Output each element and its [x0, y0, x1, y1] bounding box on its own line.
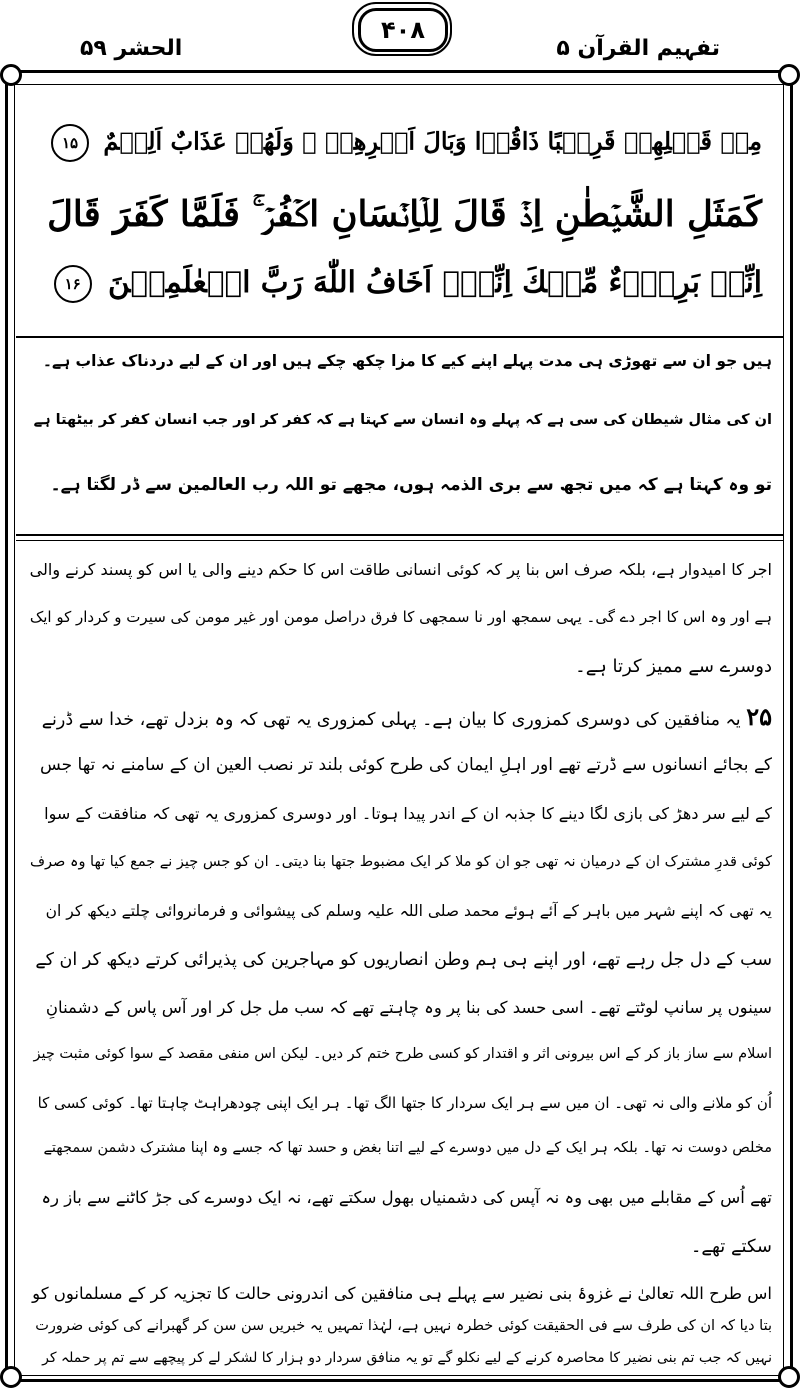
verse-text: اِنِّىۡ بَرِىۡٓءٌ مِّنۡكَ اِنِّىۡۤ اَخَافُ اللّٰهَ رَبَّ الۡعٰلَمِيۡنَ: [107, 264, 762, 299]
commentary-line: اس طرح اللہ تعالیٰ نے غزوۂ بنی نضیر سے پہلے ہی منافقین کی اندرونی حالت کا تجزیہ کر کے مسلمانوں کو: [32, 1284, 772, 1303]
commentary-line: تھے اُس کے مقابلے میں بھی وہ نہ آپس کی دشمنیاں بھول سکتے تھے، نہ ایک دوسرے کی جڑ کاٹنے سے باز رہ: [41, 1188, 772, 1207]
book-title: تفہیم القرآن ۵: [556, 36, 720, 61]
commentary-line: مخلص دوست نہ تھا۔ بلکہ ہر ایک کے دل میں دوسرے کے لیے اتنا بغض و حسد تھا کہ جسے وہ اپنا مشترک دشمن سمجھتے: [43, 1140, 772, 1156]
frame-corner-ornament: [0, 64, 22, 86]
commentary-line: سکتے تھے۔: [690, 1236, 772, 1257]
commentary-line: اُن کو ملانے والی نہ تھی۔ ان میں سے ہر ایک سردار کا جتھا الگ تھا۔ ہر ایک اپنی چودھراہٹ چاہتا تھا۔ کوئی کسی کا: [37, 1094, 772, 1112]
commentary-line: سب کے دل جل رہے تھے، اور اپنے ہی ہم وطن انصاریوں کو مہاجرین کی پذیرائی کرتے دیکھ کر ان کے: [35, 950, 772, 970]
verse-text: مِنۡ قَبۡلِهِمۡ قَرِيۡبًا ذَاقُوۡا وَبَالَ اَمۡرِهِمۡ‌ ۚ وَلَهُمۡ عَذَابٌ اَلِيۡمٌ: [103, 126, 762, 156]
commentary-line: اجر کا امیدوار ہے، بلکہ صرف اس بنا پر کہ کوئی انسانی طاقت اس کا حکم دینے والی یا اس کو پسند کرنے والی: [29, 560, 772, 579]
section-divider: [16, 336, 784, 338]
translation-line: ہیں جو ان سے تھوڑی ہی مدت پہلے اپنے کیے کا مزا چکھ چکے ہیں اور ان کے لیے دردناک عذاب ہے۔: [42, 352, 772, 370]
ayah-number-marker: ۱۶: [54, 265, 92, 303]
frame-corner-ornament: [0, 1366, 22, 1388]
arabic-verse-line: [40, 264, 762, 303]
commentary-line: سینوں پر سانپ لوٹتے تھے۔ اسی حسد کی بنا پر وہ چاہتے تھے کہ سب مل جل کر اور آس پاس کے دشمنانِ: [45, 998, 772, 1017]
frame-corner-ornament: [778, 1366, 800, 1388]
commentary-line: یہ تھی کہ اپنے شہر میں باہر کے آئے ہوئے محمد صلی اللہ علیہ وسلم کی پیشوائی و فرمانروائی چلتے دیکھ کر ان: [45, 902, 772, 920]
footnote-number: ۲۵: [746, 702, 772, 731]
commentary-text: یہ منافقین کی دوسری کمزوری کا بیان ہے۔ پہلی کمزوری یہ تھی کہ وہ بزدل تھے، خدا سے ڈرنے: [41, 710, 741, 730]
arabic-verse-line: [40, 194, 762, 236]
translation-line: تو وہ کہتا ہے کہ میں تجھ سے بری الذمہ ہوں، مجھے تو اللہ رب العالمین سے ڈر لگتا ہے۔: [50, 475, 772, 495]
commentary-line: دوسرے سے ممیز کرتا ہے۔: [575, 656, 772, 677]
commentary-line: [30, 702, 772, 731]
arabic-verse-line: [40, 124, 762, 162]
page-number: ۴۰۸: [358, 8, 448, 52]
commentary-line: نہیں کہ جب تم بنی نضیر کا محاصرہ کرنے کے لیے نکلو گے تو یہ منافق سردار دو ہزار کا لشکر لے کر پیچھے سے تم پر حملہ کر: [42, 1350, 772, 1366]
section-divider: [16, 534, 784, 536]
section-divider: [16, 540, 784, 541]
ayah-number-marker: ۱۵: [51, 124, 89, 162]
commentary-line: بتا دیا کہ ان کی طرف سے فی الحقیقت کوئی خطرہ نہیں ہے، لہٰذا تمہیں یہ خبریں سن سن کر گھبرانے کی کوئی ضرورت: [35, 1318, 772, 1334]
commentary-line: کے لیے سر دھڑ کی بازی لگا دینے کا جذبہ ان کے اندر پیدا ہوتا۔ اور دوسری کمزوری یہ تھی کہ منافقت کے سوا: [44, 804, 772, 823]
commentary-line: ہے اور وہ اس کا اجر دے گی۔ یہی سمجھ اور نا سمجھی کا فرق دراصل مومن اور غیر مومن کی سیرت و کردار کو ایک: [29, 608, 772, 626]
frame-corner-ornament: [778, 64, 800, 86]
commentary-line: کوئی قدرِ مشترک ان کے درمیان نہ تھی جو ان کو ملا کر ایک مضبوط جتھا بنا دیتی۔ ان کو جس چیز نے جمع کیا تھا وہ صرف: [30, 854, 772, 870]
commentary-line: کے بجائے انسانوں سے ڈرتے تھے اور اہلِ ایمان کی طرح کوئی بلند تر نصب العین ان کے سامنے نہ تھا جس: [39, 755, 772, 775]
commentary-line: اسلام سے ساز باز کر کے اس بیرونی اثر و اقتدار کو کسی طرح ختم کر دیں۔ لیکن اس منفی مقصد کے سوا کوئی مثبت چیز: [33, 1046, 772, 1062]
translation-line: ان کی مثال شیطان کی سی ہے کہ پہلے وہ انسان سے کہتا ہے کہ کفر کر اور جب انسان کفر کر بیٹھتا ہے: [33, 412, 772, 428]
verse-text: كَمَثَلِ الشَّيۡطٰنِ اِذۡ قَالَ لِلۡاِنۡسَانِ اكۡفُرۡ‌ ۚ فَلَمَّا كَفَرَ قَالَ: [47, 194, 762, 235]
surah-name: الحشر ۵۹: [80, 36, 183, 61]
